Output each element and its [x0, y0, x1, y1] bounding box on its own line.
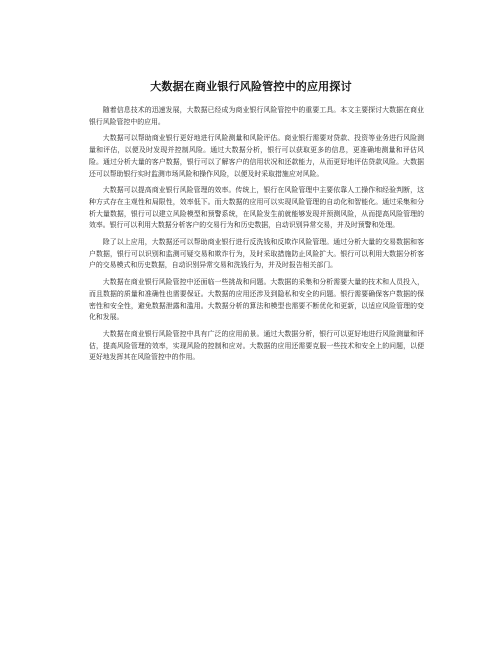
paragraph-conclusion: 大数据在商业银行风险管控中具有广泛的应用前景。通过大数据分析，银行可以更好地进行风险测量和评估，提高风险管理的效率，实现风险的控制和应对。大数据的应用还需要克服一些技术和安全上的问题，以便更好地发挥其在风险管控中的作用。 [89, 329, 424, 362]
document-title: 大数据在商业银行风险管控中的应用探讨 [150, 80, 352, 93]
paragraph-anti-money-laundering: 除了以上应用，大数据还可以帮助商业银行进行反洗钱和反欺诈风险管理。通过分析大量的交易数据和客户数据，银行可以识别和监测可疑交易和欺诈行为，及时采取措施防止风险扩大。银行可以利用大数据分析客户的交易模式和历史数据，自动识别异常交易和洗钱行为，并及时报告相关部门。 [89, 238, 424, 270]
document-body [89, 105, 424, 369]
paragraph-intro: 随着信息技术的迅速发展，大数据已经成为商业银行风险管控中的重要工具。本文主要探讨大数据在商业银行风险管控中的应用。 [89, 106, 424, 126]
paragraph-risk-measurement: 大数据可以帮助商业银行更好地进行风险测量和风险评估。商业银行需要对贷款、投资等业务进行风险测量和评估，以便及时发现并控制风险。通过大数据分析，银行可以获取更多的信息，更准确地测量和评估风险。通过分析大量的客户数据，银行可以了解客户的信用状况和还款能力，从而更好地评估贷款风险。大数据还可以帮助银行实时监测市场风险和操作风险，以便及时采取措施应对风险。 [89, 134, 424, 178]
paragraph-challenges: 大数据在商业银行风险管控中还面临一些挑战和问题。大数据的采集和分析需要大量的技术和人员投入，而且数据的质量和准确性也需要保证。大数据的应用还涉及到隐私和安全的问题。银行需要确保客户数据的保密性和安全性，避免数据泄露和滥用。大数据分析的算法和模型也需要不断优化和更新，以适应风险管理的变化和发展。 [89, 278, 424, 322]
paragraph-risk-efficiency: 大数据可以提高商业银行风险管理的效率。传统上，银行在风险管理中主要依靠人工操作和经验判断，这种方式存在主观性和局限性，效率低下。而大数据的应用可以实现风险管理的自动化和智能化。通过采集和分析大量数据，银行可以建立风险模型和预警系统，在风险发生前就能够发现并预测风险，从而提高风险管理的效率。银行可以利用大数据分析客户的交易行为和历史数据，自动识别异常交易，并及时预警和处理。 [89, 186, 424, 230]
